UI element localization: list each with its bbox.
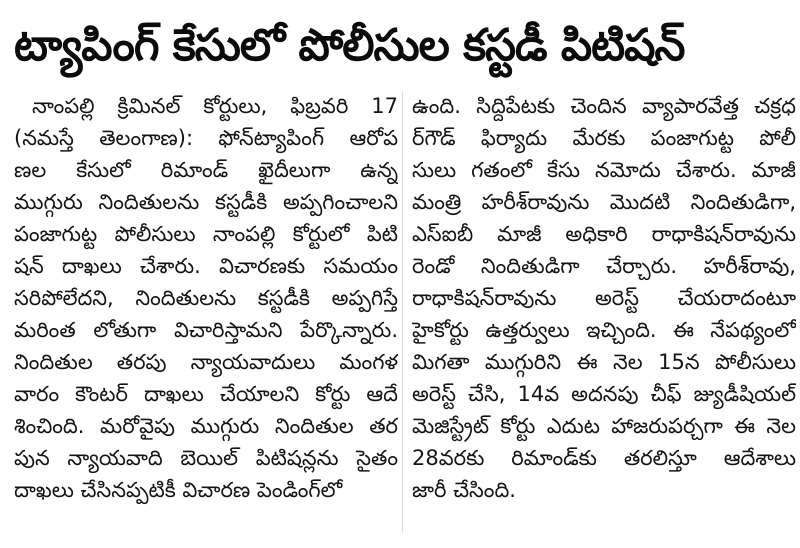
body-line: మెజిస్ట్రేట్ కోర్టు ఎదుట హాజరుపర్చగా ఈ నెల bbox=[412, 414, 796, 438]
body-line: ఎస్ఐబీ మాజీ అధికారి రాధాకిషన్‌రావును bbox=[412, 222, 796, 246]
headline: ట్యాపింగ్ కేసులో పోలీసుల కస్టడీ పిటిషన్ bbox=[14, 20, 685, 71]
body-line: మంత్రి హరీశ్‌రావును మొదటి నిందితుడిగా, bbox=[412, 190, 796, 214]
body-line: పంజాగుట్ట పోలీసులు నాంపల్లి కోర్టులో పిటి bbox=[14, 222, 398, 246]
body-line: జారీ చేసింది. bbox=[412, 478, 516, 502]
body-line: నాంపల్లి క్రిమినల్ కోర్టులు, ఫిబ్రవరి 17 bbox=[32, 94, 398, 118]
body-line: రెండో నిందితుడిగా చేర్చారు. హరీశ్‌రావు, bbox=[412, 254, 796, 278]
body-line: ఉంది. సిద్దిపేటకు చెందిన వ్యాపారవేత్త చక్రధ bbox=[412, 94, 796, 118]
body-line: (నమస్తే తెలంగాణ): ఫోన్‌ట్యాపింగ్ ఆరోప bbox=[14, 126, 398, 150]
body-line: హైకోర్టు ఉత్తర్వులు ఇచ్చింది. ఈ నేపథ్యంలో bbox=[412, 318, 796, 342]
body-line: ముగ్గురు నిందితులను కస్టడీకి అప్పగించాలని bbox=[14, 190, 398, 214]
body-line: ణల కేసులో రిమాండ్ ఖైదీలుగా ఉన్న bbox=[14, 158, 398, 182]
body-line: మిగతా ముగ్గురిని ఈ నెల 15న పోలీసులు bbox=[412, 350, 796, 374]
article-column-right bbox=[412, 90, 796, 538]
column-divider bbox=[402, 92, 403, 532]
article-column-left bbox=[14, 90, 398, 538]
body-line: దాఖలు చేసినప్పటికీ విచారణ పెండింగ్‌లో bbox=[14, 478, 343, 502]
body-line: రాధాకిషన్‌రావును అరెస్ట్ చేయరాదంటూ bbox=[412, 286, 796, 310]
body-line: ర్‌గౌడ్ ఫిర్యాదు మేరకు పంజాగుట్ట పోలీ bbox=[412, 126, 796, 150]
body-line: నిందితుల తరపు న్యాయవాదులు మంగళ bbox=[14, 350, 398, 374]
body-line: మరింత లోతుగా విచారిస్తామని పేర్కొన్నారు. bbox=[14, 318, 398, 342]
body-line: శించింది. మరోవైపు ముగ్గురు నిందితుల తర bbox=[14, 414, 398, 438]
body-line: పున న్యాయవాది బెయిల్ పిటిషన్లను సైతం bbox=[14, 446, 398, 470]
body-line: సరిపోలేదని, నిందితులను కస్టడీకి అప్పగిస్తే bbox=[14, 286, 398, 310]
body-line: సులు గతంలో కేసు నమోదు చేశారు. మాజీ bbox=[412, 158, 796, 182]
body-line: అరెస్ట్ చేసి, 14వ అదనపు చీఫ్ జ్యుడీషియల్ bbox=[412, 382, 796, 406]
body-line: 28వరకు రిమాండ్‌కు తరలిస్తూ ఆదేశాలు bbox=[412, 446, 796, 470]
body-line: షన్ దాఖలు చేశారు. విచారణకు సమయం bbox=[14, 254, 398, 278]
body-line: వారం కౌంటర్ దాఖలు చేయాలని కోర్టు ఆదే bbox=[14, 382, 398, 406]
